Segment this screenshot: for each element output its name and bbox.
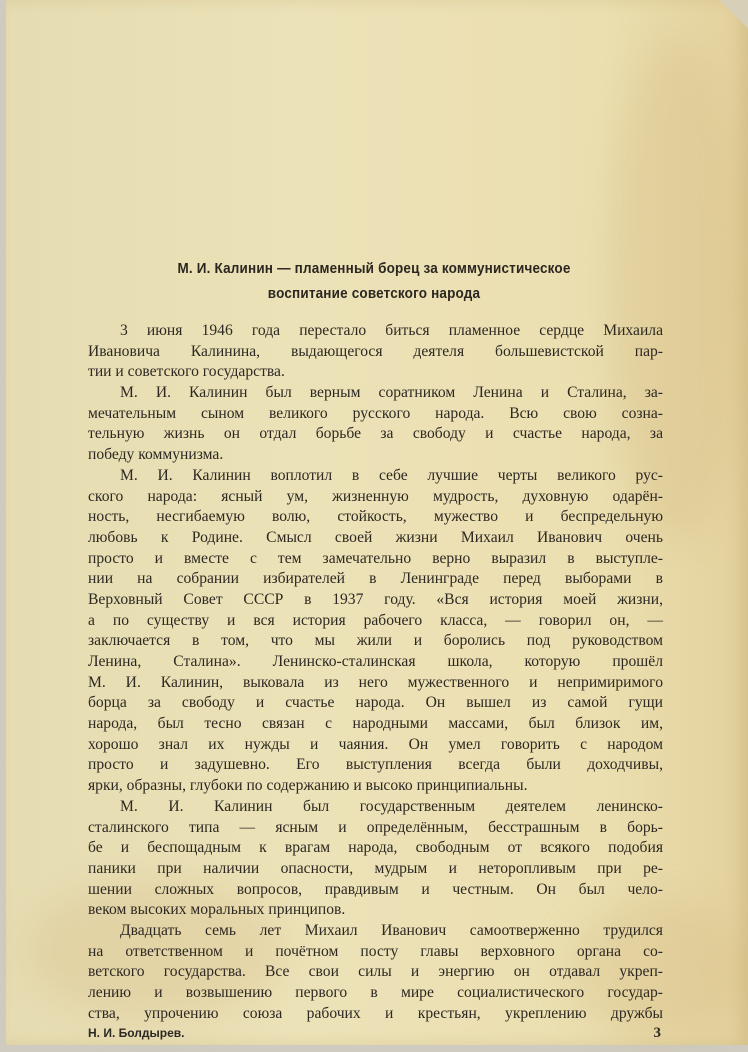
text-line: паники при наличии опасности, мудрым и неторопливым при ре- [88,859,663,877]
text-line: бе и беспощадным к врагам народа, свободным от всякого подобия [88,839,663,857]
body-text [88,321,663,1024]
text-line: на ответственном и почётном посту главы верховного органа со- [88,942,663,960]
text-line: М. И. Калинин был верным соратником Ленина и Сталина, за- [120,384,663,402]
page-number: 3 [653,1025,661,1041]
text-line: Верховный Совет СССР в 1937 году. «Вся история моей жизни, [88,590,663,608]
text-line: М. И. Калинин был государственным деятелем ленинско- [120,797,663,815]
text-line: ярки, образны, глубоки по содержанию и высоко принципиальны. [88,777,528,795]
text-line: хорошо знал их нужды и чаяния. Он умел говорить с народом [88,735,663,753]
text-line: тельную жизнь он отдал борьбе за свободу и счастье народа, за [88,425,663,443]
text-line: шении сложных вопросов, правдивым и честным. Он был чело- [88,880,663,898]
text-line: мечательным сыном великого русского народа. Всю свою созна- [88,404,663,422]
text-line: ства, упрочению союза рабочих и крестьян, укреплению дружбы [88,1004,663,1022]
text-line: М. И. Калинин воплотил в себе лучшие черты великого рус- [120,466,663,484]
text-line: ветского государства. Все свои силы и энергию он отдавал укреп- [88,963,663,981]
text-line: победу коммунизма. [88,446,224,464]
text-line: народа, был тесно связан с народными массами, был близок им, [88,715,663,733]
text-line: 3 июня 1946 года перестало биться пламенное сердце Михаила [120,322,663,339]
text-line: ского народа: ясный ум, жизненную мудрость, духовную одарён- [88,487,663,505]
text-line: сталинского типа — ясным и определённым, бесстрашным в борь- [88,818,663,836]
page-footer [88,1026,663,1046]
text-line: ность, несгибаемую волю, стойкость, мужество и беспредельную [88,508,663,526]
folded-corner [708,0,748,30]
text-line: борца за свободу и счастье народа. Он вышел из самой гущи [88,694,663,712]
text-line: тии и советского государства. [88,363,285,381]
chapter-title-line-2: воспитание советского народа [267,286,481,302]
text-line: веком высоких моральных принципов. [88,901,346,919]
text-line: просто и задушевно. Его выступления всегда были доходчивы, [88,756,663,774]
text-line: нии на собрании избирателей в Ленинграде перед выборами в [88,570,663,588]
text-line: М. И. Калинин, выковала из него мужественного и непримиримого [88,673,663,691]
text-line: просто и вместе с тем замечательно верно выразил в выступле- [88,549,663,567]
text-line: Двадцать семь лет Михаил Иванович самоотверженно трудился [120,921,663,939]
footer-signature: Н. И. Болдырев. [88,1026,185,1040]
text-line: заключается в том, что мы жили и боролись под руководством [88,632,663,650]
text-line: Ивановича Калинина, выдающегося деятеля большевистской пар- [88,342,663,360]
text-line: лению и возвышению первого в мире социалистического государ- [88,984,663,1001]
text-line: Ленина, Сталина». Ленинско-сталинская школа, которую прошёл [88,653,663,670]
chapter-title-line-1: М. И. Калинин — пламенный борец за коммунистическое [177,261,571,277]
text-line: любовь к Родине. Смысл своей жизни Михаил Иванович очень [88,528,663,546]
text-line: а по существу и вся история рабочего класса, — говорил он, — [88,611,663,629]
